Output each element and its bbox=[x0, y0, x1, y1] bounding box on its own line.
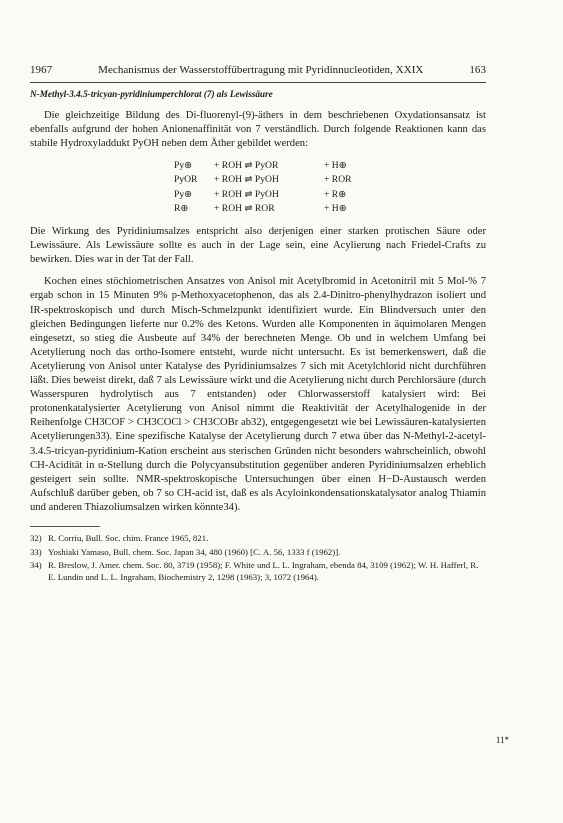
footnote-text: Yoshiaki Yamaso, Bull. chem. Soc. Japan 34, 480 (1960) [C. A. 56, 1333 f (1962)]. bbox=[48, 546, 341, 557]
footnote-key: 32) bbox=[30, 532, 42, 543]
header-title: Mechanismus der Wasserstoffübertragung mit Pyridinnucleotiden, XXIX bbox=[98, 64, 424, 76]
equation-row bbox=[174, 173, 486, 187]
footnote bbox=[30, 560, 486, 583]
equation-middle: + ROH ⇌ ROR bbox=[214, 202, 275, 214]
signature-mark: 11* bbox=[495, 735, 509, 745]
equation-left: Py⊕ bbox=[174, 160, 193, 172]
header-year: 1967 bbox=[30, 64, 53, 76]
footnote bbox=[30, 547, 486, 559]
equation-right: + H⊕ bbox=[324, 160, 347, 172]
equation-row bbox=[174, 188, 486, 202]
equation-middle: + ROH ⇌ PyOR bbox=[214, 160, 279, 172]
footnote-text: R. Corriu, Bull. Soc. chim. France 1965, 821. bbox=[48, 532, 209, 543]
equation-right: + R⊕ bbox=[324, 188, 347, 200]
equation-row bbox=[174, 159, 486, 173]
page bbox=[30, 64, 486, 585]
footnote-key: 33) bbox=[30, 546, 42, 557]
equation-left: PyOR bbox=[174, 174, 198, 186]
section-title: N-Methyl-3.4.5-tricyan-pyridiniumperchlorat (7) als Lewissäure bbox=[30, 89, 273, 99]
reaction-equations bbox=[174, 159, 486, 216]
equation-middle: + ROH ⇌ PyOH bbox=[214, 174, 279, 186]
paragraph-3: Kochen eines stöchiometrischen Ansatzes von Anisol mit Acetylbromid in Acetonitril mit 5 Mol-% 7 ergab schon in 15 Minuten 9% p-Methoxyacetophenon, das als 2.4-Dinitro-phenylhydrazon isoliert und IR-spektroskopisch und durch Misch-Schmelzpunkt identifiziert wurde. Ein Blindversuch unter den gleichen Bedingungen lieferte nur 0.2% des Ketons. Wurden alle Komponenten in äquimolaren Mengen eingesetzt, so stieg die Ausbeute auf 34% der berechneten Menge. Ob und in welchem Umfang bei Acetylierung noch das ortho-Isomere entsteht, wurde nicht untersucht. Es ist bemerkenswert, daß die Acetylierung von Anisol unter Katalyse des Pyridiniumsalzes 7 sich mit Acetylchlorid nicht durchführen läßt. Dies beweist direkt, daß 7 als Lewissäure wirkt und die Acetylierung nicht durch Perchlorsäure (durch Wasserspuren hydrolytisch aus 7 entstanden) oder Chlorwasserstoff katalysiert wird: Bei protonenkatalysierter Acetylierung von Anisol nimmt die Reaktivität der Acetylhalogenide in der Reihenfolge CH3COF > CH3COCl > CH3COBr ab32), entgegengesetzt wie bei Lewissäuren-katalysierten Acetylierungen33). Eine spezifische Katalyse der Acetylierung durch 7 etwa über das N-Methyl-2-acetyl-3.4.5-tricyan-pyridinium-Kation erscheint aus sterischen Gründen nicht besonders wahrscheinlich, obwohl CH-Acidität in α-Stellung durch die Polycyansubstitution gegenüber anderen Pyridiniumsalzen erheblich gesteigert sein sollte. NMR-spektroskopische Untersuchungen über einen H−D-Austausch werden Aufschluß darüber geben, ob 7 so CH-acid ist, daß es als Acyloinkondensationskatalysator analog Thiamin und anderen Thiazoliumsalzen wirken könnte34). bbox=[30, 276, 486, 513]
page-number: 163 bbox=[469, 64, 486, 76]
footnote-text: R. Breslow, J. Amer. chem. Soc. 80, 3719 (1958); F. White und L. L. Ingraham, ebenda 84, 3109 (1962); W. H. Hafferl, R. E. Lundin und L. L. Ingraham, Biochemistry 2, 1298 (1963); 3, 1072 (1964). bbox=[48, 560, 479, 582]
equation-right: + ROR bbox=[324, 174, 352, 186]
footnote bbox=[30, 533, 486, 545]
running-header bbox=[30, 64, 486, 83]
paragraph-2: Die Wirkung des Pyridiniumsalzes entspricht also derjenigen einer starken protischen Säure oder Lewissäure. Als Lewissäure sollte es auch in der Lage sein, eine Acylierung nach Friedel-Crafts zu bewirken. Dies war in der Tat der Fall. bbox=[30, 226, 486, 266]
footnote-divider bbox=[30, 526, 100, 527]
equation-left: R⊕ bbox=[174, 202, 189, 214]
equation-middle: + ROH ⇌ PyOH bbox=[214, 188, 279, 200]
footnote-key: 34) bbox=[30, 560, 42, 571]
paragraph-1: Die gleichzeitige Bildung des Di-fluorenyl-(9)-äthers in dem beschriebenen Oxydationsansatz ist ebenfalls aufgrund der hohen Anionenaffinität von 7 verständlich. Durch folgende Reaktionen kann das stabile Hydroxyladdukt PyOH neben dem Äther gebildet werden: bbox=[30, 110, 486, 150]
equation-row bbox=[174, 202, 486, 216]
equation-right: + H⊕ bbox=[324, 202, 347, 214]
equation-left: Py⊕ bbox=[174, 188, 193, 200]
